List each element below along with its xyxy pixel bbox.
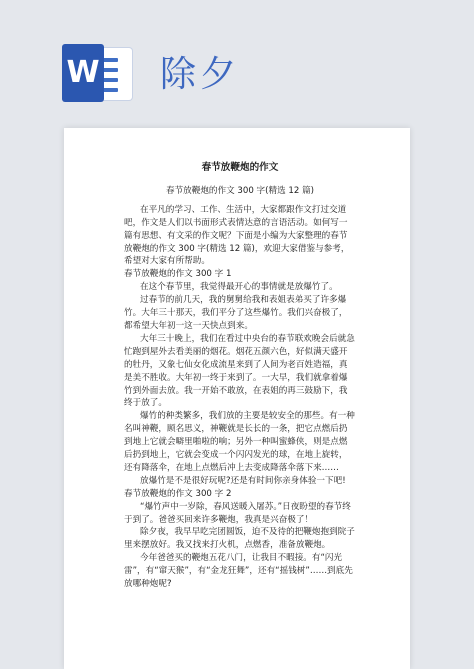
paragraph: 大年三十晚上，我们在看过中央台的春节联欢晚会后就急忙跑到屋外去看美丽的烟花。烟花五颜六色，好似满天盛开的牡丹，又象七仙女化成流星来到了人间为老百姓造福，真是美不胜收。大年初一终于来到了。一大早，我们就拿着爆竹到外面去放。我一开始不敢放，在表姐的再三鼓励下，我终于放了。	[124, 333, 355, 409]
paragraph: “爆竹声中一岁除，春风送暖入屠苏。”日夜盼望的春节终于到了。爸爸买回来许多鞭炮，我真是兴奋极了！	[124, 501, 351, 525]
paragraph: 爆竹的种类繁多，我们放的主要是较安全的那些。有一种名叫神鞭，顾名思义，神鞭就是长长的一条，把它点燃后扔到地上它就会噼里啪啦的响；另外一种叫蜜蜂侠，则是点燃后扔到地上，它就会变成一个闪闪发光的球，在地上旋转，还有降落伞，在地上点燃后冲上去变成降落伞落下来……	[124, 411, 355, 473]
document-subtitle: 春节放鞭炮的作文 300 字(精选 12 篇)	[165, 185, 315, 196]
document-content	[124, 162, 356, 591]
paragraph: 在这个春节里，我觉得最开心的事情就是放爆竹了。	[140, 282, 338, 293]
header-banner	[0, 0, 474, 128]
intro-paragraph: 在平凡的学习、工作、生活中，大家都跟作文打过交道吧，作文是人们以书面形式表情达意的言语活动。如何写一篇有思想、有文采的作文呢？下面是小编为大家整理的春节放鞭炮的作文 300 字(精选 12 篇)，欢迎大家借鉴与参考，希望对大家有所帮助。	[124, 204, 350, 267]
document-title: 春节放鞭炮的作文	[201, 162, 279, 173]
word-icon	[62, 44, 134, 102]
paragraph: 除夕夜，我早早吃完团圆饭，迫不及待的把鞭炮抱到院子里来摆放好。我又找来打火机，点燃香，准备放鞭炮。	[124, 527, 355, 551]
paragraph: 今年爸爸买的鞭炮五花八门，让我目不暇接。有“闪光雷”，有“窜天猴”，有“金龙狂舞”，还有“摇钱树”……到底先放哪种炮呢?	[124, 553, 353, 590]
paragraph: 放爆竹是不是很好玩呢?还是有时间你亲身体验一下吧!	[140, 475, 346, 486]
paragraph: 过春节的前几天，我的舅舅给我和表姐表弟买了许多爆竹。大年三十那天，我们平分了这些爆竹。我们兴奋极了，都希望大年初一这一天快点到来。	[124, 295, 348, 331]
section-heading: 春节放鞭炮的作文 300 字 2	[124, 488, 232, 499]
doc-label: 除夕	[160, 54, 241, 95]
word-icon-letter: W	[62, 44, 104, 102]
section-heading: 春节放鞭炮的作文 300 字 1	[124, 269, 232, 280]
